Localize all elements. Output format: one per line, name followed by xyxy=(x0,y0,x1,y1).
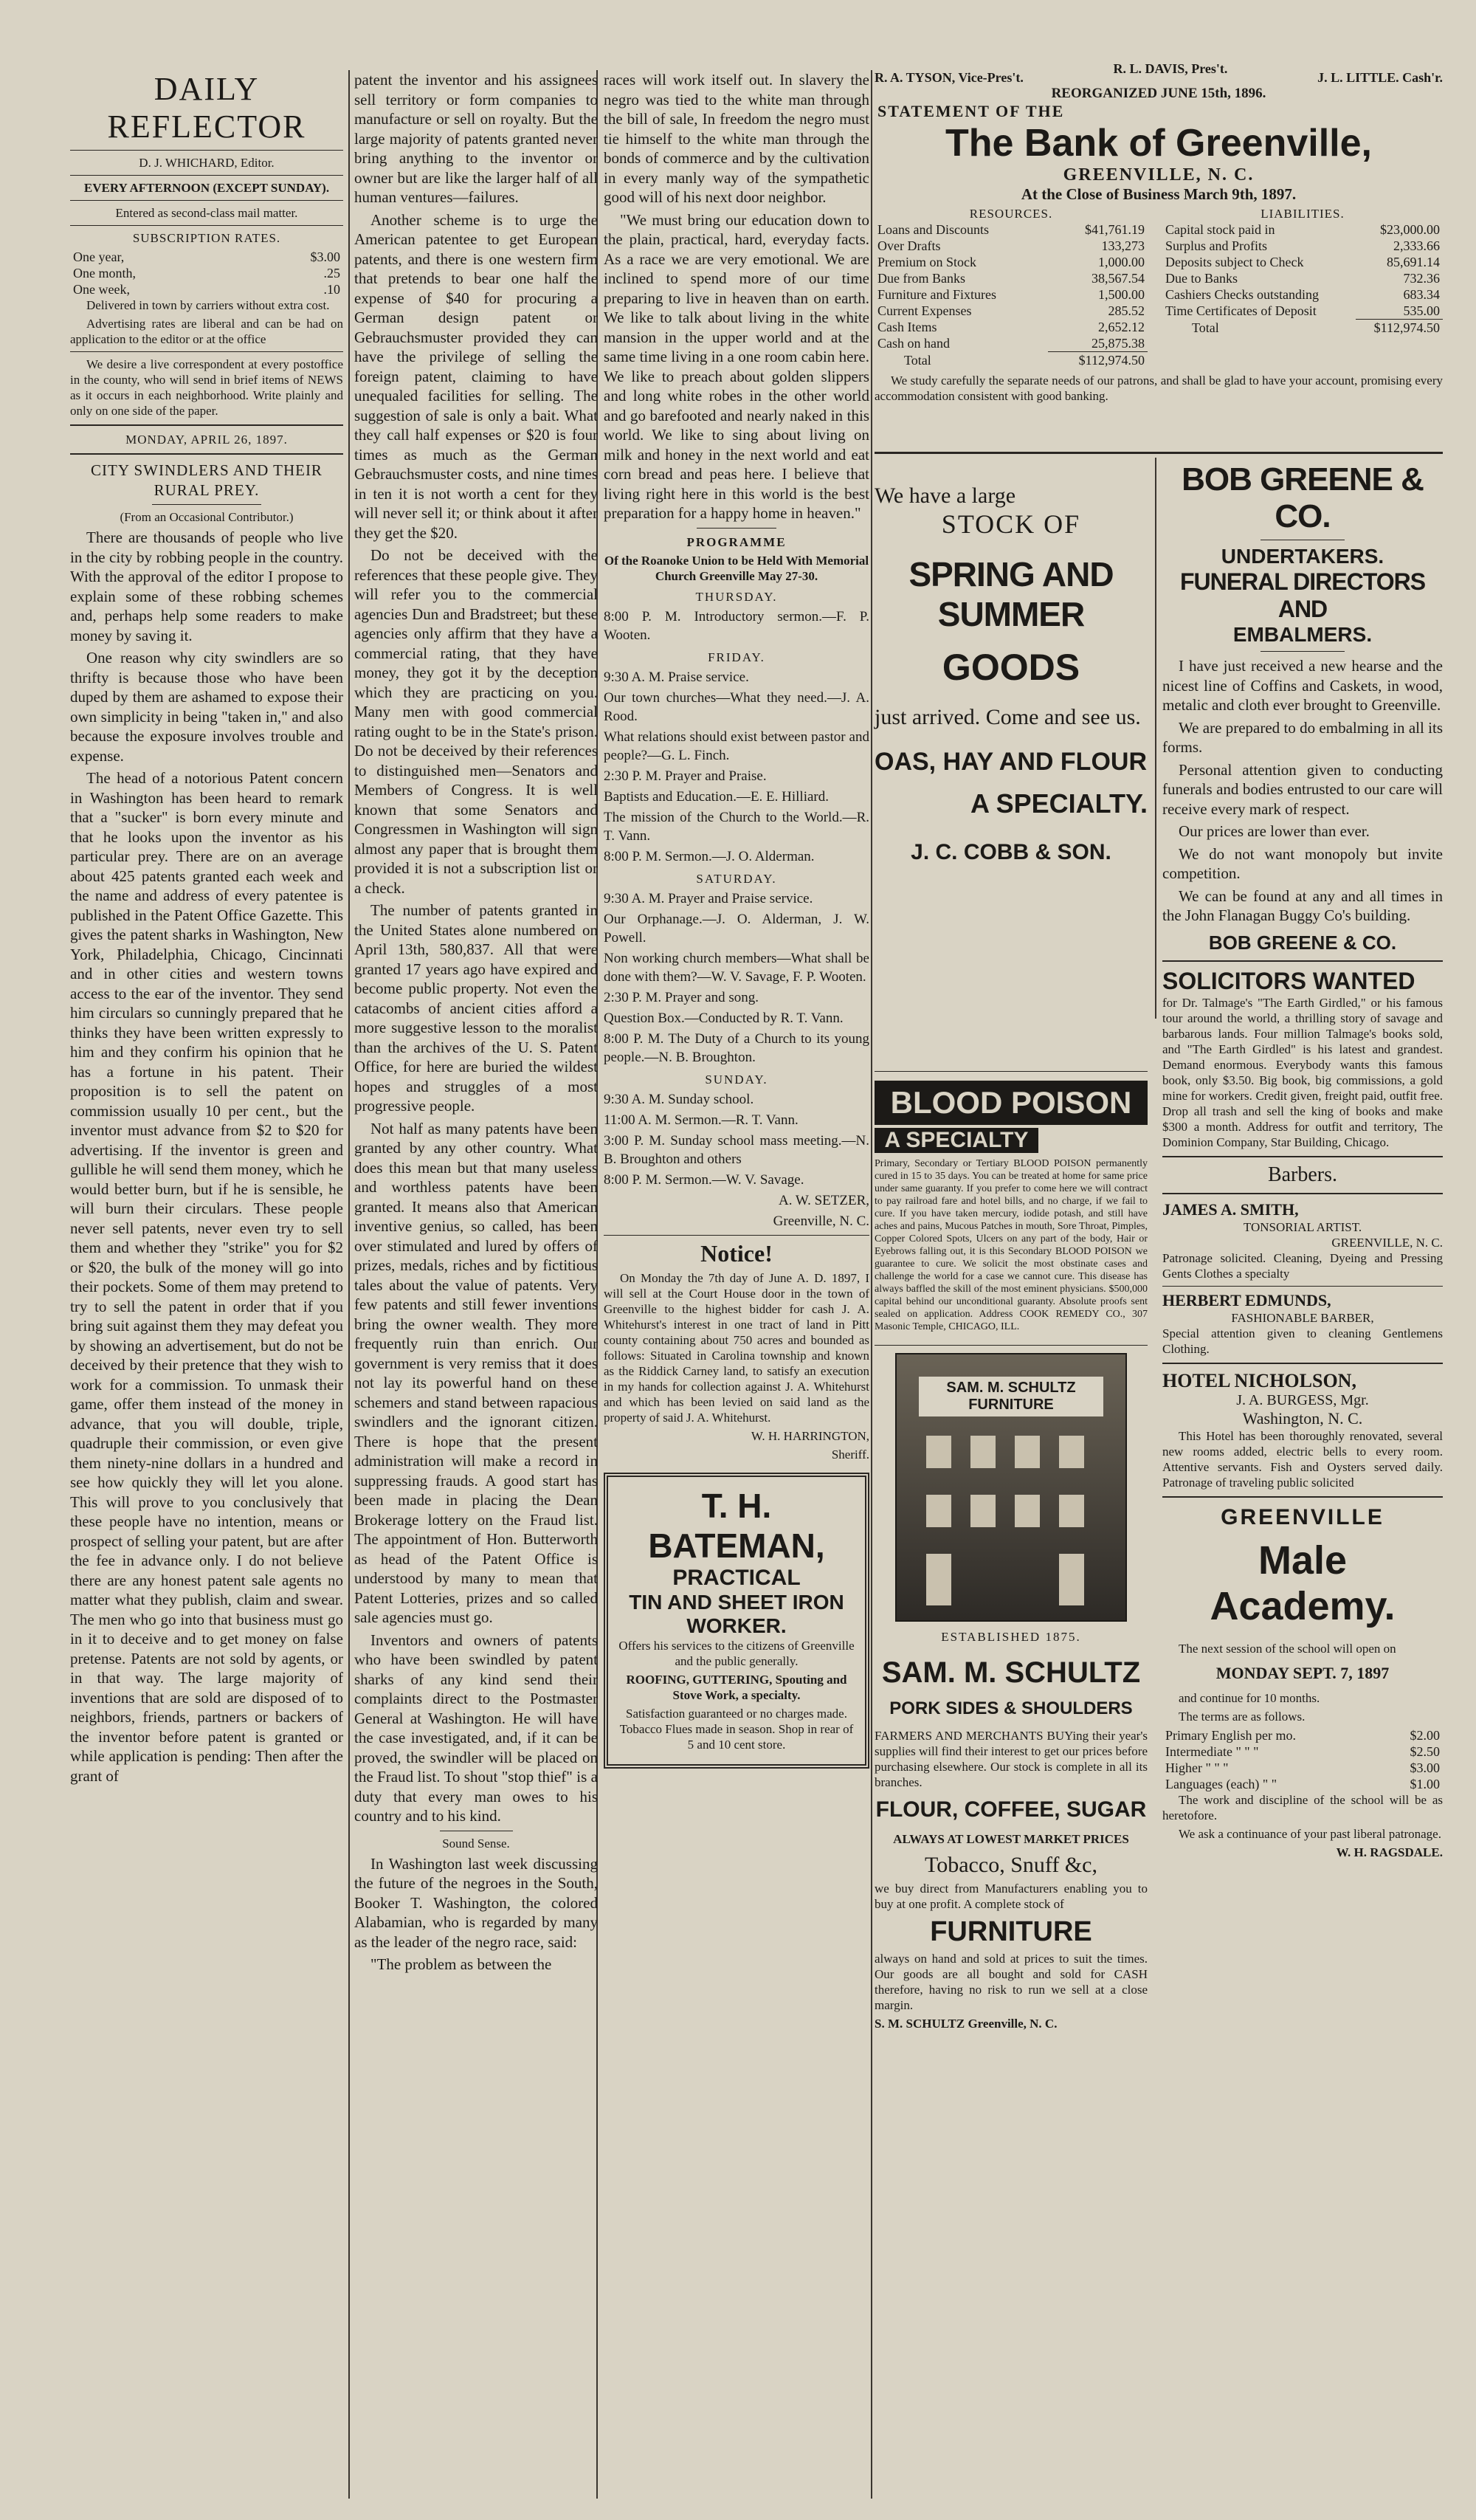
programme-item: 9:30 A. M. Praise service. xyxy=(604,669,749,685)
hotel-name: HOTEL NICHOLSON, xyxy=(1162,1369,1356,1391)
programme-day: SUNDAY. xyxy=(705,1072,768,1087)
greene-paragraph: We can be found at any and all times in the John Flanagan Buggy Co's building. xyxy=(1162,887,1443,924)
greene-paragraph: Our prices are lower than ever. xyxy=(1179,822,1370,840)
table-row: Primary English per mo. $2.00 xyxy=(1165,1727,1440,1743)
swindlers-paragraph: Another scheme is to urge the American patentee to get European patents, and there is one western firm that pretends to bear one half the expense of $40 for procuring a German design patent or Gebrauchsmuster provided they can have the privilege of selling the foreign patent, claiming to have unequaled facilities for selling. The suggestion of sale is only a bait. What they call half expenses or $20 is four times as much as the German Gebrauchsmuster costs, and nine times in ten it is not worth a cent for they will never sell it; or think about it after they get the $20. xyxy=(354,210,598,542)
cobb-line1: We have a large xyxy=(875,483,1016,508)
delivery-note: Delivered in town by carriers without extra cost. xyxy=(86,298,330,312)
programme-item: 2:30 P. M. Prayer and Praise. xyxy=(604,768,767,784)
notice-signer-title: Sheriff. xyxy=(831,1447,869,1462)
programme-item: 3:00 P. M. Sunday school mass meeting.—N. B. Broughton and others xyxy=(604,1132,869,1167)
table-row: Furniture and Fixtures 1,500.00 xyxy=(877,287,1145,302)
cobb-line4: GOODS xyxy=(942,647,1080,688)
programme-item: What relations should exist between pastor and people?—G. L. Finch. xyxy=(604,729,869,763)
cobb-ad xyxy=(875,483,1148,1067)
column-rule xyxy=(871,70,872,2499)
masthead-schedule: EVERY AFTERNOON (EXCEPT SUNDAY). xyxy=(83,181,330,195)
cobb-line5: just arrived. Come and see us. xyxy=(875,705,1141,729)
fees-table xyxy=(1162,1727,1443,1792)
column-rule xyxy=(1155,458,1156,1019)
programme-item: 2:30 P. M. Prayer and song. xyxy=(604,989,759,1005)
schultz-line3: ALWAYS AT LOWEST MARKET PRICES xyxy=(893,1832,1129,1846)
bank-footer: We study carefully the separate needs of our patrons, and shall be glad to have your account, promising every accommodation consistent with good banking. xyxy=(875,373,1443,403)
bank-vp: R. A. TYSON, Vice-Pres't. xyxy=(875,70,1024,85)
table-row: Total $112,974.50 xyxy=(875,352,1148,369)
schultz-line5: FURNITURE xyxy=(930,1916,1092,1947)
swindlers-paragraph: Not half as many patents have been granted by any other country. What does this mean but that many useless and worthless patents have been granted. It means also that American inventive genius, so called, has been over stimulated and lured by offers of prizes, medals, riches and by fictitious tales about the value of patents. Very few patents and still fewer inventions bring the owner wealth. They more frequently ruin than enrich. Our government is very remiss that it does not lay its powerful hand on these schemers and stand between rapacious swindlers and the ignorant citizen. There is hope that the present administration will make a record in suppressing frauds. A good start has been made in placing the Dean Brokerage lottery on the Fraud list. The appointment of Hon. Butterworth as head of the Patent Office is understood by many to mean that Patent Lotteries, prizes and so called sale agencies must go. xyxy=(354,1119,598,1626)
programme-item: 8:00 P. M. Sermon.—J. O. Alderman. xyxy=(604,848,815,864)
column-1 xyxy=(70,70,343,1789)
cobb-line6: OAS, HAY AND FLOUR xyxy=(875,748,1148,776)
building-illustration xyxy=(895,1353,1127,1622)
bank-name: The Bank of Greenville, xyxy=(945,122,1372,165)
programme-item: Baptists and Education.—E. E. Hilliard. xyxy=(604,788,830,805)
bateman-line2: TIN AND SHEET IRON xyxy=(629,1590,844,1614)
greene-line2: FUNERAL DIRECTORS AND xyxy=(1179,568,1426,622)
greene-paragraph: We do not want monopoly but invite competition. xyxy=(1162,844,1443,882)
greene-name: BOB GREENE & CO. xyxy=(1182,461,1424,534)
table-row: Loans and Discounts $41,761.19 xyxy=(877,222,1145,237)
hotel-manager: J. A. BURGESS, Mgr. xyxy=(1236,1391,1369,1408)
academy-terms-title: The terms are as follows. xyxy=(1179,1709,1306,1724)
greene-line3: EMBALMERS. xyxy=(1232,623,1373,646)
rate-row: One month, .25 xyxy=(73,266,340,280)
schultz-text3: always on hand and sold at prices to suit the times. Our goods are all bought and sold for CASH therefore, having no risk to run we sell at a close margin. xyxy=(875,1952,1148,2012)
table-row: Languages (each) " " $1.00 xyxy=(1165,1776,1440,1791)
edmunds-title: FASHIONABLE BARBER, xyxy=(1231,1310,1374,1325)
table-row: Cash on hand 25,875.38 xyxy=(877,336,1145,351)
greene-line1: UNDERTAKERS. xyxy=(1221,545,1384,568)
table-row: Time Certificates of Deposit 535.00 xyxy=(1165,303,1440,319)
rates-table xyxy=(70,249,343,297)
schultz-established: ESTABLISHED 1875. xyxy=(941,1630,1081,1644)
sound-sense-paragraph: In Washington last week discussing the future of the negroes in the South, Booker T. Washington, the colored Alabamian, who is regarded by many as the leader of the negro race, said: xyxy=(354,1854,598,1951)
bateman-line1: PRACTICAL xyxy=(672,1565,801,1590)
table-row: Capital stock paid in $23,000.00 xyxy=(1165,222,1440,237)
rate-row: One week, .10 xyxy=(73,282,340,297)
bateman-name: T. H. BATEMAN, xyxy=(648,1486,825,1565)
greene-paragraph: We are prepared to do embalming in all its forms. xyxy=(1162,718,1443,756)
programme-signer: A. W. SETZER, xyxy=(779,1192,869,1208)
table-row: Current Expenses 285.52 xyxy=(877,303,1145,318)
table-row: Surplus and Profits 2,333.66 xyxy=(1165,238,1440,253)
academy-line2: Male Academy. xyxy=(1210,1538,1396,1628)
bank-statement xyxy=(875,61,1443,454)
table-row: Over Drafts 133,273 xyxy=(877,238,1145,253)
academy-sig: W. H. RAGSDALE. xyxy=(1336,1845,1443,1859)
notice-text: On Monday the 7th day of June A. D. 1897, I will sell at the Court House door in the town of Greenville to the highest bidder for cash J. A. Whitehurst's interest in one tract of land in Pitt county containing about 750 acres and bounded as follows: Situated in Carolina township and known as the Riddick Carney land, to satisfy an execution in my hands for collection against J. A. Whitehurst and which has been levied on said land as the property of said J. A. Whitehurst. xyxy=(604,1270,869,1425)
programme-item: Non working church members—What shall be done with them?—W. V. Savage, F. P. Wooten. xyxy=(604,950,869,985)
edmunds-name: HERBERT EDMUNDS, xyxy=(1162,1290,1331,1309)
swindlers-title: CITY SWINDLERS AND THEIR RURAL PREY. xyxy=(91,461,323,499)
table-row: Premium on Stock 1,000.00 xyxy=(877,255,1145,269)
greene-paragraph: I have just received a new hearse and the nicest line of Coffins and Caskets, in wood, metalic and cloth ever brought to Greenville. xyxy=(1162,657,1443,714)
bank-place: GREENVILLE, N. C. xyxy=(1063,165,1255,185)
smith-place: GREENVILLE, N. C. xyxy=(1331,1235,1443,1250)
table-row: Deposits subject to Check 85,691.14 xyxy=(1165,255,1440,269)
schultz-text1: FARMERS AND MERCHANTS BUYing their year's supplies will find their interest to get our prices before purchasing elsewhere. Our stock is complete in all its branches. xyxy=(875,1729,1148,1789)
swindlers-paragraph: patent the inventor and his assignees sell territory or form companies to manufacture or sell on royalty. But the large majority of patents granted never bring anything to the inventor or owner but are like the larger half of all human ventures—failures. xyxy=(354,71,598,206)
programme-item: Our Orphanage.—J. O. Alderman, J. W. Powell. xyxy=(604,911,869,946)
academy-text4: We ask a continuance of your past liberal patronage. xyxy=(1179,1826,1441,1841)
correspondent-note: We desire a live correspondent at every postoffice in the county, who will send in brief items of NEWS as it occurs in each neighborhood. Write plainly and only on one side of the paper. xyxy=(70,357,343,418)
table-row: Total $112,974.50 xyxy=(1162,320,1443,337)
programme-subtitle: Of the Roanoke Union to be Held With Memorial Church Greenville May 27-30. xyxy=(604,553,869,583)
solicitors-ad xyxy=(1162,968,1443,1150)
cobb-line2: STOCK OF xyxy=(941,509,1081,539)
smith-name: JAMES A. SMITH, xyxy=(1162,1199,1299,1219)
resources-table xyxy=(875,221,1148,368)
bank-cashier: J. L. LITTLE. Cash'r. xyxy=(1317,70,1443,85)
blood-poison-subtitle: A SPECIALTY xyxy=(875,1128,1038,1153)
column-rule xyxy=(348,70,350,2499)
liabilities-table xyxy=(1162,221,1443,336)
hotel-text: This Hotel has been thoroughly renovated, several new rooms added, electric bells to every room. Attentive servants. Fish and Oysters served daily. Patronage of traveling public solicited xyxy=(1162,1428,1443,1490)
academy-ad xyxy=(1162,1505,1443,1860)
swindlers-paragraph: The head of a notorious Patent concern in Washington has been heard to remark that a "sucker" is born every minute and that he looks upon the inventor as his particular prey. There are on an average about 425 patents granted each week and the name and address of every patentee is published in the Patent Office Gazette. This gives the patent sharks in Washington, New York, Philadelphia, Chicago, Cincinnati and in other cities and western towns access to the ear of the inventor. They send him circulars so cunningly prepared that he thinks they have been written expressly to him and they confirm his opinion that he has a fortune in his patent. Their proposition is to sell the patent on commission usually 10 per cent., but the inventor must advance from $2 to $20 for advertising. If the inventor is green and gullible he will send them money, which he would better burn, but if he is sensible, he will burn their circulars. These people never sell patents, never even try to sell them and whether they "strike" you for $2 or $20, the bulk of the money will go into their pockets. Some of them may pretend to try to sell the patent in order that if you bring suit against them they may defeat you by showing an advertisement, but do not be deceived by their pretence that they wish to work for a commission. To unmask their game, offer them instead of the money in advance, that you will double, triple, quadruple their commission, or even give them ninety-nine dollars in a hundred and see how quickly they will let you alone. This will prove to you conclusively that these people have no intention, means or prospect of selling your patent, but are after the fee in advance only. I do not believe there are any honest patent sale agents no matter what they publish, claim and swear. The men who go into that business must go in it to deceive and to get money on false pretense. Patents are not sold by agents, or in that way. The large majority of inventions that are sold are disposed of to neighbors, friends, partners or backers of the inventor before patent is granted or while application is pending: Then after the grant of xyxy=(70,769,343,1785)
swindlers-paragraph: The number of patents granted in the United States alone numbered on April 13th, 580,837. All that were granted 17 years ago have expired and become public property. Not even the catacombs of ancient cities afford a more suggestive lesson to the moralist than the archives of the U. S. Patent Office, for here are buried the wildest hopes and struggles of a most progressive people. xyxy=(354,901,598,1115)
programme-item: Our town churches—What they need.—J. A. Rood. xyxy=(604,689,869,724)
masthead-entered: Entered as second-class mail matter. xyxy=(115,206,298,220)
bank-reorganized: REORGANIZED JUNE 15th, 1896. xyxy=(1051,86,1266,101)
sound-sense-paragraph: "The problem as between the xyxy=(370,1955,552,1973)
programme-item: 11:00 A. M. Sermon.—R. T. Vann. xyxy=(604,1112,799,1128)
greene-paragraph: Personal attention given to conducting funerals and bodies entrusted to our care will receive every mark of respect. xyxy=(1162,760,1443,818)
academy-line1: GREENVILLE xyxy=(1221,1504,1384,1529)
smith-title: TONSORIAL ARTIST. xyxy=(1243,1219,1362,1234)
programme-item: 9:30 A. M. Prayer and Praise service. xyxy=(604,890,813,906)
masthead-editor: D. J. WHICHARD, Editor. xyxy=(139,156,275,170)
bateman-footer: Satisfaction guaranteed or no charges made. Tobacco Flues made in season. Shop in rear of 5 and 10 cent store. xyxy=(619,1706,854,1752)
bank-close: At the Close of Business March 9th, 1897. xyxy=(1021,185,1297,203)
schultz-line1: PORK SIDES & SHOULDERS xyxy=(889,1698,1133,1718)
smith-text: Patronage solicited. Cleaning, Dyeing and Pressing Gents Clothes a specialty xyxy=(1162,1250,1443,1281)
advertising-note: Advertising rates are liberal and can be had on application to the editor or at the office xyxy=(70,317,343,346)
academy-date: MONDAY SEPT. 7, 1897 xyxy=(1215,1663,1390,1682)
schultz-sig: S. M. SCHULTZ Greenville, N. C. xyxy=(875,2017,1058,2031)
table-row: Due from Banks 38,567.54 xyxy=(877,271,1145,286)
blood-poison-ad xyxy=(875,1076,1148,1340)
masthead-title: DAILY REFLECTOR xyxy=(107,71,306,145)
swindlers-paragraph: Do not be deceived with the references that these people give. They will refer you to the commercial agencies Dun and Bradstreet; but these agencies only affirm that they have a commercial rating, that they have money, they got it by the deception which they are practicing on you. Many men with good commercial rating ought to be in the State's prison. Do not be deceived by their references to distinguished men—Senators and Members of Congress. It is well known that some Senators and Congressmen in Washington will sign almost any paper that is brought them provided it is not a subscription list or a check. xyxy=(354,546,598,897)
liabilities-title: LIABILITIES. xyxy=(1261,207,1345,221)
programme-signer-place: Greenville, N. C. xyxy=(773,1213,869,1229)
sound-sense-paragraph: "We must bring our education down to the plain, practical, hard, everyday facts. As a race we are very emotional. We are inclined to spend more of our time preparing to live in heaven than on earth. We like to talk about living in the white mansion in the upper world and at the same time living in a one room cabin here. We like to preach about golden slippers and long white robes in the other world and go barefooted and nearly naked in this world. We like to sing about living on milk and honey in the next world and eat corn bread and peas here. I believe that living right here in this world is the best preparation for a happy home in heaven." xyxy=(604,210,869,522)
column-2 xyxy=(354,70,598,1977)
swindlers-byline: (From an Occasional Contributor.) xyxy=(120,510,294,524)
schultz-name: SAM. M. SCHULTZ xyxy=(881,1656,1141,1689)
blood-poison-text: Primary, Secondary or Tertiary BLOOD POISON permanently cured in 15 to 35 days. You can be treated at home for same price under same guaranty. If you prefer to come here we will contract to pay railroad fare and hotel bills, and no charge, if we fail to cure. If you have taken mercury, iodide potash, and still have aches and pains, Mucous Patches in mouth, Sore Throat, Pimples, Copper Colored Spots, Ulcers on any part of the body, Hair or Eyebrows falling out, it is this Secondary BLOOD POISON we guarantee to cure. We solicit the most obstinate cases and challenge the world for a case we cannot cure. This disease has always baffled the skill of the most eminent physicians. $500,000 capital behind our unconditional guaranty. Absolute proofs sent sealed on application. Address COOK REMEDY CO., 307 Masonic Temple, CHICAGO, ILL. xyxy=(875,1158,1148,1332)
swindlers-paragraph: Inventors and owners of patents who have been swindled by patent sharks of any kind send their complaints direct to the Postmaster General at Washington. He will have the case investigated, and, if it can be proved, the swindler will be placed on the Fraud list. To shout "stop thief" is a duty that every man owes to his country and to his kind. xyxy=(354,1631,598,1825)
academy-text: The next session of the school will open on xyxy=(1179,1641,1396,1656)
schultz-line4: Tobacco, Snuff &c, xyxy=(925,1853,1097,1877)
column-4a xyxy=(875,461,1148,2499)
notice-title: Notice! xyxy=(700,1239,773,1267)
programme-day: FRIDAY. xyxy=(708,650,765,664)
schultz-ad xyxy=(875,1353,1148,2031)
table-row: Cashiers Checks outstanding 683.34 xyxy=(1165,287,1440,302)
bank-statement-label: STATEMENT OF THE xyxy=(877,102,1065,120)
programme-item: The mission of the Church to the World.—R. T. Vann. xyxy=(604,809,869,844)
rates-title: SUBSCRIPTION RATES. xyxy=(132,231,281,245)
column-4b xyxy=(1162,461,1443,2499)
programme-item: 8:00 P. M. Introductory sermon.—F. P. Wooten. xyxy=(604,608,869,643)
table-row: Higher " " " $3.00 xyxy=(1165,1760,1440,1775)
greene-footer: BOB GREENE & CO. xyxy=(1208,931,1397,954)
programme-day: THURSDAY. xyxy=(695,589,778,604)
programme-title: PROGRAMME xyxy=(686,534,787,549)
sound-sense-title: Sound Sense. xyxy=(442,1836,510,1851)
bateman-body: Offers his services to the citizens of Greenville and the public generally. xyxy=(618,1638,855,1668)
rate-row: One year, $3.00 xyxy=(73,249,340,264)
blood-poison-title: BLOOD POISON xyxy=(875,1081,1148,1125)
hotel-place: Washington, N. C. xyxy=(1242,1408,1363,1428)
bateman-services: ROOFING, GUTTERING, Spouting and Stove Work, a specialty. xyxy=(626,1672,847,1702)
issue-date: MONDAY, APRIL 26, 1897. xyxy=(125,433,288,447)
cobb-line8: J. C. COBB & SON. xyxy=(911,840,1111,864)
programme-item: Question Box.—Conducted by R. T. Vann. xyxy=(604,1010,844,1026)
sound-sense-paragraph: races will work itself out. In slavery the negro was tied to the white man through the bill of sale, In freedom the negro must tie himself to the white man through the bonds of commerce and by the cultivation in every manly way of the sympathetic good will of his next door neighbor. xyxy=(604,71,869,206)
swindlers-paragraph: One reason why city swindlers are so thrifty is because those who have been duped by them are ashamed to expose their own simplicity in being "taken in," and also because the exposure involves trouble and expense. xyxy=(70,649,343,765)
schultz-line2: FLOUR, COFFEE, SUGAR xyxy=(875,1797,1147,1822)
cobb-line3: SPRING AND SUMMER xyxy=(908,555,1114,633)
programme-day: SATURDAY. xyxy=(696,871,777,886)
table-row: Intermediate " " " $2.50 xyxy=(1165,1743,1440,1759)
edmunds-text: Special attention given to cleaning Gentlemens Clothing. xyxy=(1162,1326,1443,1356)
hotel-ad xyxy=(1162,1370,1443,1490)
programme-item: 9:30 A. M. Sunday school. xyxy=(604,1091,754,1107)
bateman-line3: WORKER. xyxy=(686,1614,787,1637)
programme-item: 8:00 P. M. The Duty of a Church to its young people.—N. B. Broughton. xyxy=(604,1030,869,1065)
swindlers-paragraph: There are thousands of people who live in the city by robbing people in the country. With the approval of the editor I propose to explain some of these robbing schemes and, perhaps help some readers to make money by saving it. xyxy=(70,529,343,644)
bateman-ad xyxy=(604,1473,869,1769)
barbers-title: Barbers. xyxy=(1267,1163,1338,1186)
bank-pres: R. L. DAVIS, Pres't. xyxy=(1113,61,1228,76)
cobb-line7: A SPECIALTY. xyxy=(970,788,1148,819)
academy-text2: and continue for 10 months. xyxy=(1179,1690,1320,1705)
notice-signer: W. H. HARRINGTON, xyxy=(751,1428,869,1443)
programme-item: 8:00 P. M. Sermon.—W. V. Savage. xyxy=(604,1171,804,1188)
solicitors-title: SOLICITORS WANTED xyxy=(1162,967,1415,994)
table-row: Cash Items 2,652.12 xyxy=(877,320,1145,334)
table-row: Due to Banks 732.36 xyxy=(1165,271,1440,286)
building-sign: SAM. M. SCHULTZ FURNITURE xyxy=(919,1377,1103,1416)
schultz-text2: we buy direct from Manufacturers enabling you to buy at one profit. A complete stock of xyxy=(875,1882,1148,1911)
resources-title: RESOURCES. xyxy=(969,207,1053,221)
column-3 xyxy=(604,70,869,1769)
academy-text3: The work and discipline of the school will be as heretofore. xyxy=(1162,1792,1443,1822)
solicitors-text: for Dr. Talmage's "The Earth Girdled," or his famous tour around the world, a thrilling story of savage and barbarous lands. Four million Talmage's books sold, and "The Earth Girdled" is his latest and grandest. Demand enormous. Everybody wants this famous book, only $3.50. Big book, big commissions, a gold mine for workers. Credit given, freight paid, outfit free. Drop all trash and sell the king of books and make $300 a month. Address for outfit and territory, The Dominion Company, Star Building, Chicago. xyxy=(1162,995,1443,1149)
greene-ad xyxy=(1162,461,1443,954)
